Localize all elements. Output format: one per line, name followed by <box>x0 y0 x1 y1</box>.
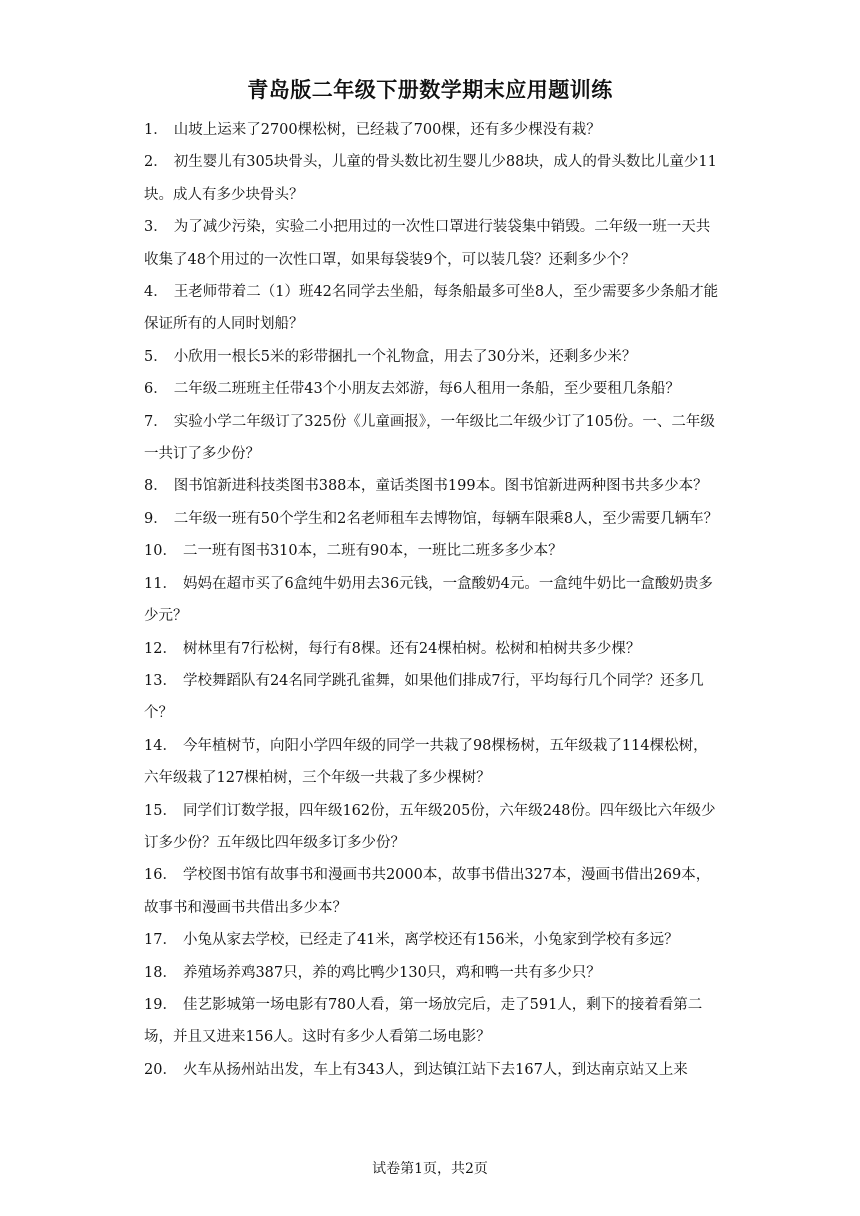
question-item <box>144 633 719 665</box>
question-text: 同学们订数学报，四年级162份，五年级205份，六年级248份。四年级比六年级少订多少份？五年级比四年级多订多少份？ <box>144 802 716 851</box>
question-item <box>144 795 719 860</box>
question-text: 妈妈在超市买了6盒纯牛奶用去36元钱，一盒酸奶4元。一盒纯牛奶比一盒酸奶贵多少元？ <box>144 575 713 625</box>
question-text: 小欣用一根长5米的彩带捆扎一个礼物盒，用去了30分米，还剩多少米？ <box>173 348 637 365</box>
question-number: 19． <box>144 996 177 1013</box>
question-item <box>144 373 719 405</box>
question-number: 14． <box>144 737 177 754</box>
question-number: 4． <box>144 284 168 301</box>
question-number: 18． <box>144 964 177 981</box>
question-text: 佳艺影城第一场电影有780人看，第一场放完后，走了591人，剩下的接着看第二场，并且又进来156人。这时有多少人看第二场电影？ <box>144 996 703 1046</box>
question-item <box>144 1054 719 1086</box>
question-text: 二年级一班有50个学生和2名老师租车去博物馆，每辆车限乘8人，至少需要几辆车？ <box>173 510 719 527</box>
question-number: 16． <box>144 867 177 884</box>
question-item <box>144 859 719 924</box>
question-text: 初生婴儿有305块骨头，儿童的骨头数比初生婴儿少88块，成人的骨头数比儿童少11块。成人有多少块骨头？ <box>144 154 717 203</box>
question-item <box>144 341 719 373</box>
question-item <box>144 924 719 956</box>
question-text: 二一班有图书310本，二班有90本，一班比二班多多少本？ <box>182 543 563 560</box>
question-number: 6． <box>144 381 168 398</box>
question-item <box>144 957 719 989</box>
question-item <box>144 211 719 276</box>
question-text: 今年植树节，向阳小学四年级的同学一共栽了98棵杨树，五年级栽了114棵松树，六年级栽了127棵柏树，三个年级一共栽了多少棵树？ <box>144 737 708 787</box>
question-text: 山坡上运来了2700棵松树，已经栽了700棵，还有多少棵没有栽？ <box>173 122 601 138</box>
question-item <box>144 730 719 795</box>
question-text: 为了减少污染，实验二小把用过的一次性口罩进行装袋集中销毁。二年级一班一天共收集了48个用过的一次性口罩，如果每袋装9个，可以装几袋？还剩多少个？ <box>144 219 711 268</box>
question-number: 8． <box>144 478 168 495</box>
question-number: 20． <box>144 1061 177 1078</box>
question-list <box>144 114 719 1086</box>
question-number: 3． <box>144 219 168 236</box>
question-number: 5． <box>144 348 168 365</box>
question-number: 9． <box>144 510 168 527</box>
question-number: 12． <box>144 640 177 657</box>
question-text: 图书馆新进科技类图书388本，童话类图书199本。图书馆新进两种图书共多少本？ <box>173 478 708 495</box>
question-text: 二年级二班班主任带43个小朋友去郊游，每6人租用一条船，至少要租几条船？ <box>173 381 680 398</box>
page-title: 青岛版二年级下册数学期末应用题训练 <box>247 78 613 102</box>
question-item <box>144 146 719 211</box>
question-text: 火车从扬州站出发，车上有343人，到达镇江站下去167人，到达南京站又上来 <box>182 1061 688 1078</box>
question-number: 1． <box>144 122 168 138</box>
question-item <box>144 114 719 146</box>
question-text: 王老师带着二（1）班42名同学去坐船，每条船最多可坐8人，至少需要多少条船才能保证所有的人同时划船？ <box>144 284 719 333</box>
question-item <box>144 989 719 1054</box>
question-number: 13． <box>144 672 177 689</box>
question-text: 学校图书馆有故事书和漫画书共2000本，故事书借出327本，漫画书借出269本，故事书和漫画书共借出多少本？ <box>144 867 711 916</box>
question-item <box>144 406 719 471</box>
question-number: 7． <box>144 413 168 430</box>
question-item <box>144 568 719 633</box>
question-item <box>144 276 719 341</box>
question-number: 11． <box>144 575 177 592</box>
page-footer: 试卷第1页，共2页 <box>372 1161 488 1177</box>
question-text: 学校舞蹈队有24名同学跳孔雀舞，如果他们排成7行，平均每行几个同学？还多几个？ <box>144 672 704 722</box>
question-item <box>144 535 719 567</box>
question-text: 养殖场养鸡387只，养的鸡比鸭少130只，鸡和鸭一共有多少只？ <box>182 964 601 981</box>
question-number: 15． <box>144 802 177 819</box>
question-number: 10． <box>144 543 177 560</box>
question-item <box>144 665 719 730</box>
question-text: 树林里有7行松树，每行有8棵。还有24棵柏树。松树和柏树共多少棵？ <box>182 640 641 657</box>
question-item <box>144 503 719 535</box>
question-number: 17． <box>144 932 177 949</box>
question-item <box>144 470 719 502</box>
question-text: 实验小学二年级订了325份《儿童画报》，一年级比二年级少订了105份。一、二年级一共订了多少份？ <box>144 413 715 463</box>
question-number: 2． <box>144 154 168 171</box>
question-text: 小兔从家去学校，已经走了41米，离学校还有156米，小兔家到学校有多远？ <box>182 932 679 949</box>
